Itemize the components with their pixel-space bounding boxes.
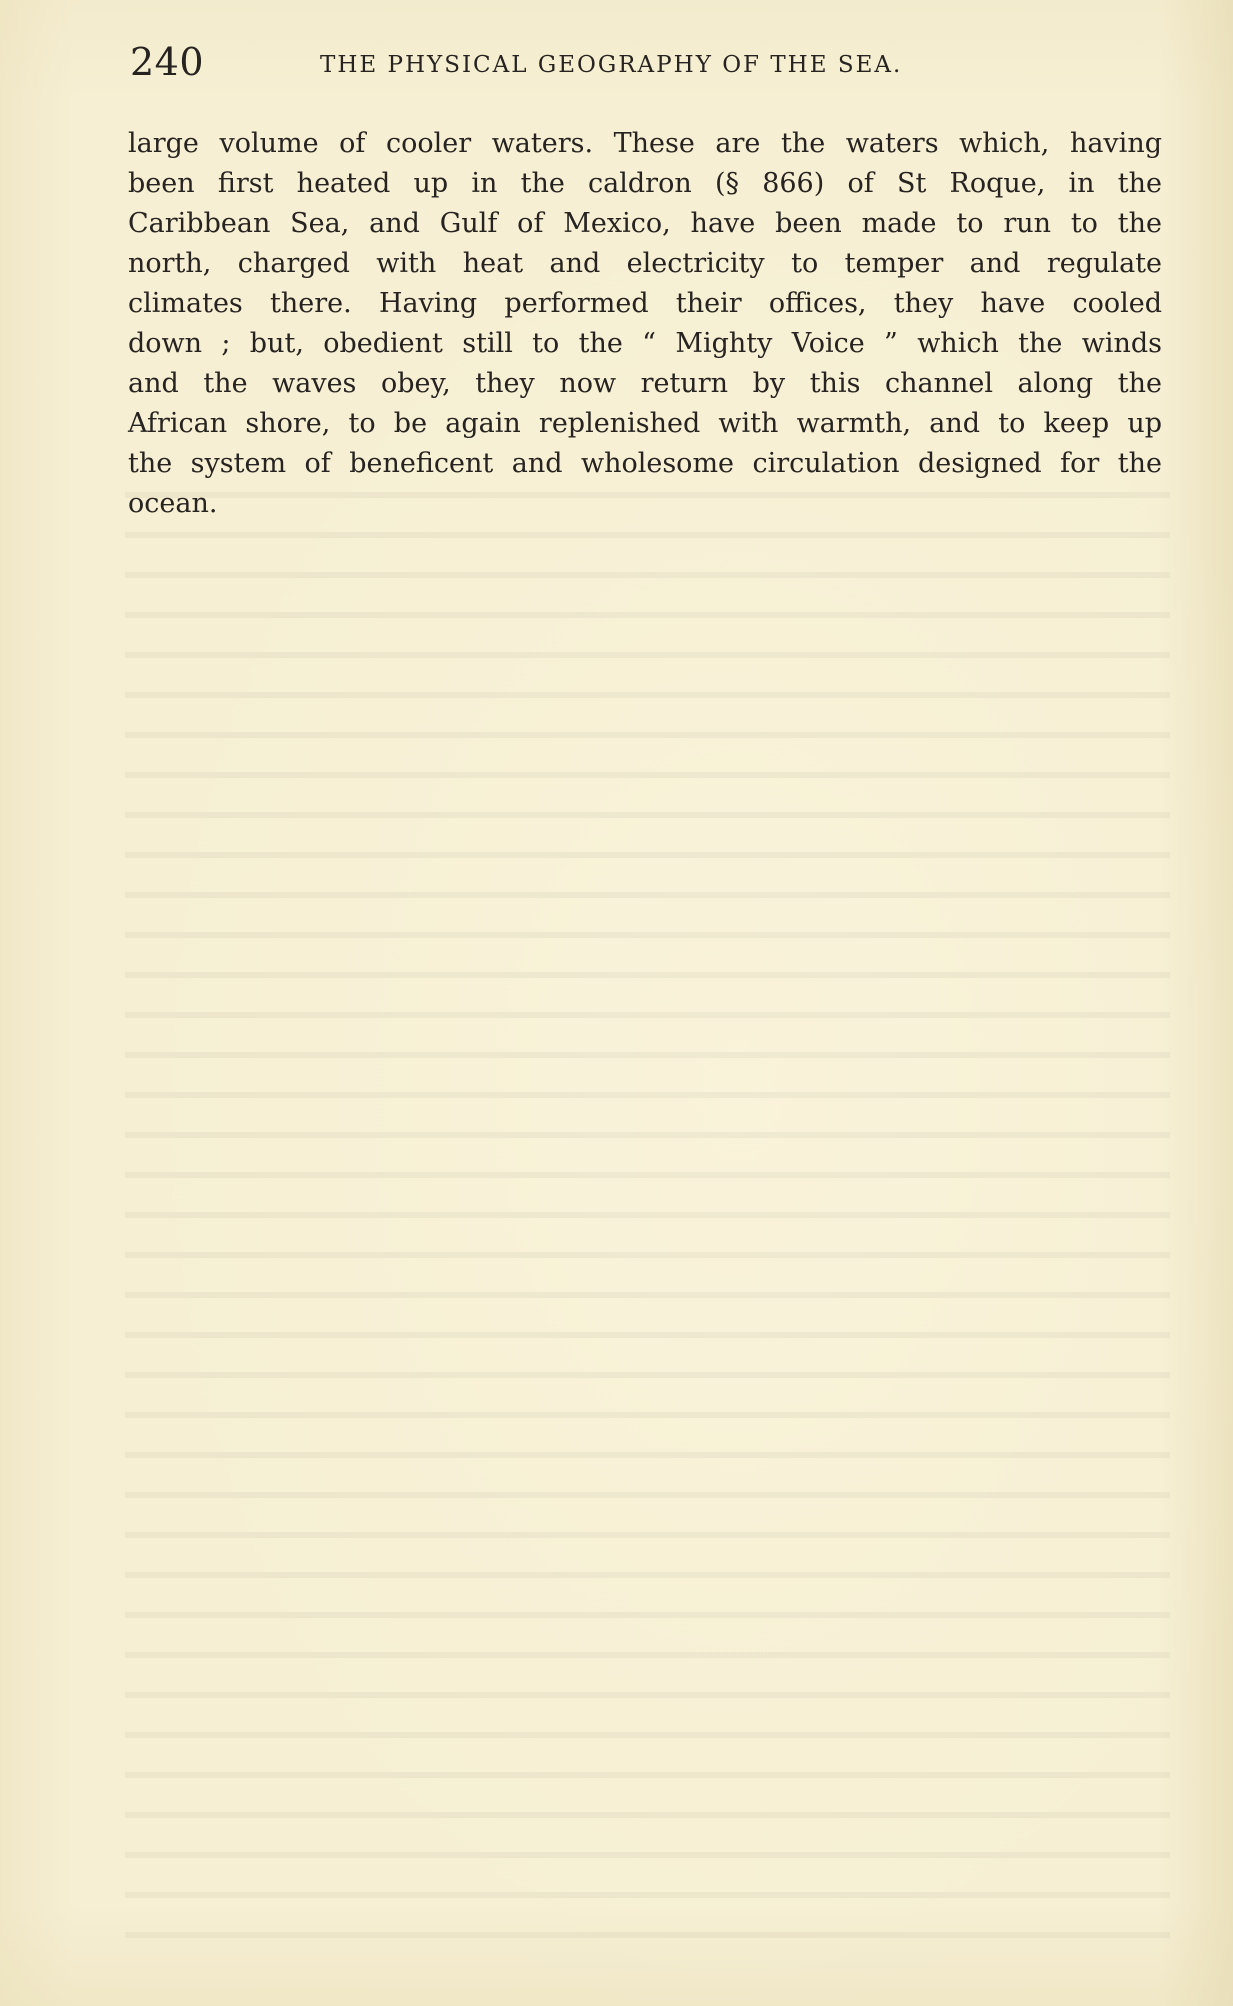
text-line: the system of beneficent and wholesome circulation designed for the	[128, 448, 1162, 479]
page-header	[130, 36, 1165, 86]
text-line: down ; but, obedient still to the “ Mighty Voice ” which the winds	[128, 328, 1162, 359]
page-number: 240	[130, 40, 205, 84]
running-head: THE PHYSICAL GEOGRAPHY OF THE SEA.	[320, 52, 903, 78]
show-through-texture	[125, 470, 1170, 1950]
text-line: African shore, to be again replenished with warmth, and to keep up	[128, 408, 1162, 439]
text-line: and the waves obey, they now return by this channel along the	[128, 368, 1162, 399]
text-line: been first heated up in the caldron (§ 866) of St Roque, in the	[128, 168, 1162, 199]
text-line: ocean.	[128, 488, 218, 519]
text-line: climates there. Having performed their offices, they have cooled	[128, 288, 1162, 319]
text-line: large volume of cooler waters. These are the waters which, having	[128, 128, 1162, 159]
body-paragraph	[128, 124, 1162, 524]
text-line: north, charged with heat and electricity to temper and regulate	[128, 248, 1162, 279]
text-line: Caribbean Sea, and Gulf of Mexico, have been made to run to the	[128, 208, 1162, 239]
